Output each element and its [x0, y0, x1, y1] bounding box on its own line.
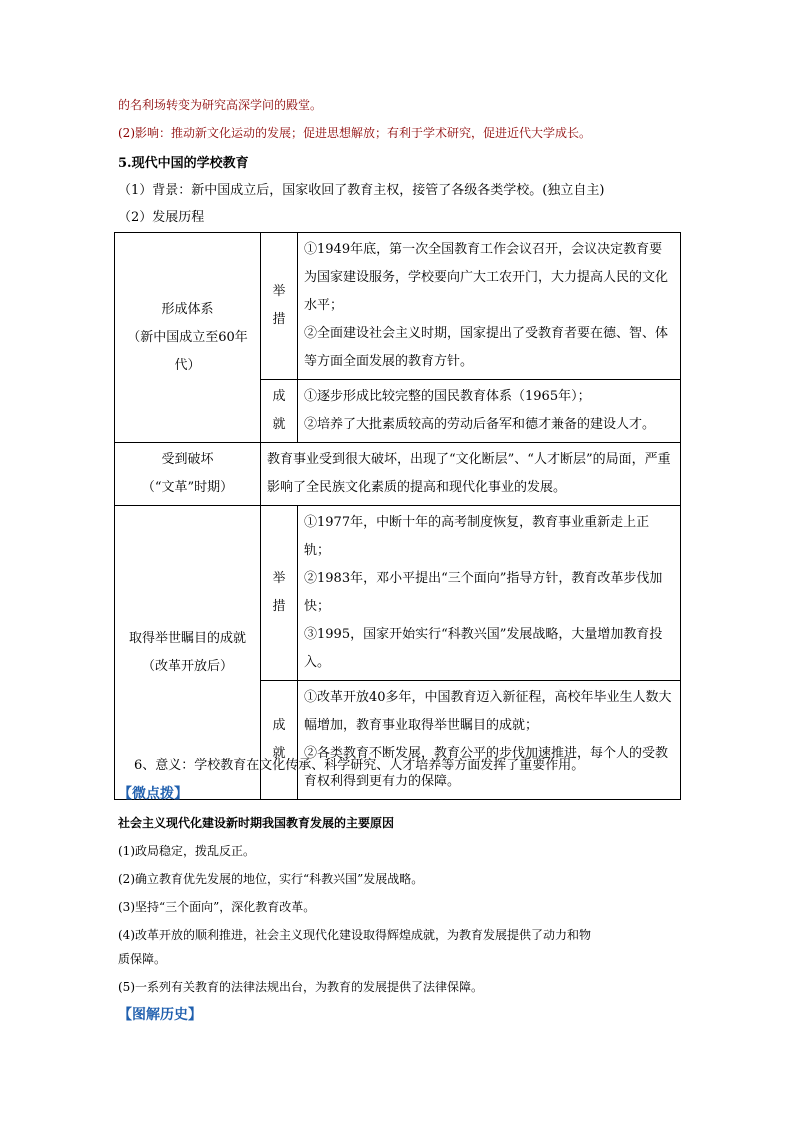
label-cell: 举措: [261, 233, 298, 380]
stage-cell: 取得举世瞩目的成就 （改革开放后）: [115, 506, 261, 800]
significance-text: 6、意义：学校教育在文化传承、科学研究、人才培养等方面发挥了重要作用。: [134, 758, 585, 773]
background-text: （1）背景：新中国成立后，国家收回了教育主权，接管了各级各类学校。(独立自主): [118, 183, 605, 198]
content-cell: ①1949年底，第一次全国教育工作会议召开，会议决定教育要为国家建设服务，学校要向广大工农开门，大力提高人民的文化水平； ②全面建设社会主义时期，国家提出了受教育者要在德、智、体等方面全面发展的教育方针。: [298, 233, 681, 380]
process-label: （2）发展历程: [118, 210, 205, 225]
tip-item: 质保障。: [118, 952, 167, 966]
section-heading: 5.现代中国的学校教育: [118, 156, 249, 171]
label-cell: 成就: [261, 681, 298, 800]
table-row: [115, 443, 681, 506]
illustrated-heading: 【图解历史】: [118, 1007, 202, 1023]
content-cell: ①逐步形成比较完整的国民教育体系（1965年）； ②培养了大批素质较高的劳动后备军和德才兼备的建设人才。: [298, 380, 681, 443]
tip-item: (3)坚持“三个面向”，深化教育改革。: [118, 900, 316, 914]
text-line: 的名利场转变为研究高深学问的殿堂。: [118, 98, 323, 112]
tip-item: (4)改革开放的顺利推进，社会主义现代化建设取得辉煌成就，为教育发展提供了动力和物: [118, 928, 592, 942]
tip-heading: 【微点拨】: [118, 786, 188, 802]
text-line: (2)影响：推动新文化运动的发展；促进思想解放；有利于学术研究，促进近代大学成长。: [118, 126, 592, 140]
tip-item: (1)政局稳定，拨乱反正。: [118, 844, 255, 858]
table-row: [115, 233, 681, 380]
content-cell: ①1977年，中断十年的高考制度恢复，教育事业重新走上正轨； ②1983年，邓小平提出“三个面向”指导方针，教育改革步伐加快； ③1995，国家开始实行“科教兴国”发展战略，大量增加教育投入。: [298, 506, 681, 681]
stage-cell: 形成体系 （新中国成立至60年代）: [115, 233, 261, 443]
tip-item: (5)一系列有关教育的法律法规出台，为教育的发展提供了法律保障。: [118, 980, 484, 994]
education-development-table: [114, 232, 681, 800]
content-cell: 教育事业受到很大破坏，出现了“文化断层”、“人才断层”的局面，严重影响了全民族文化素质的提高和现代化事业的发展。: [261, 443, 681, 506]
label-cell: 举措: [261, 506, 298, 681]
label-cell: 成就: [261, 380, 298, 443]
tip-item: (2)确立教育优先发展的地位，实行“科教兴国”发展战略。: [118, 872, 424, 886]
tip-title: 社会主义现代化建设新时期我国教育发展的主要原因: [118, 816, 395, 830]
stage-cell: 受到破坏 （“文革”时期）: [115, 443, 261, 506]
table-row: [115, 506, 681, 681]
content-cell: ①改革开放40多年，中国教育迈入新征程，高校年毕业生人数大幅增加，教育事业取得举世瞩目的成就； ②各类教育不断发展，教育公平的步伐加速推进，每个人的受教育权利得到更有力的保障。: [298, 681, 681, 800]
